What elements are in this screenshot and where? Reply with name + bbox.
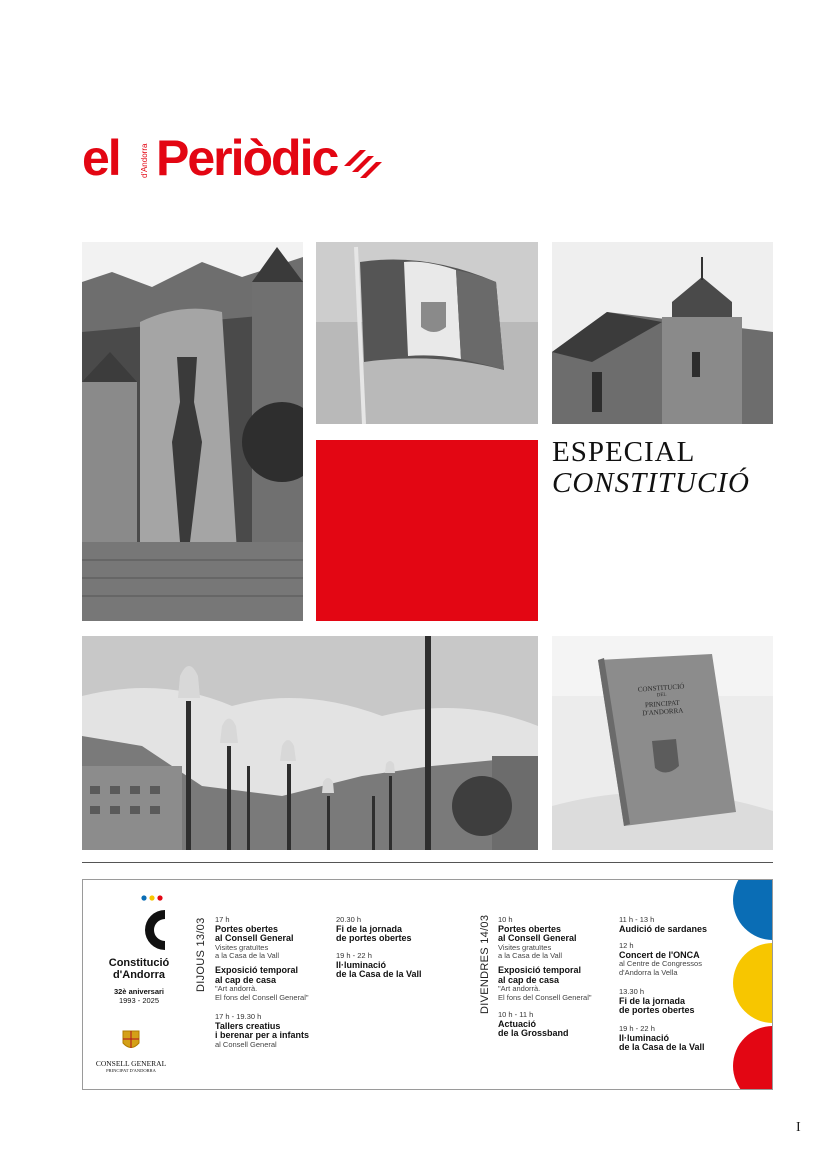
photo-flag: [316, 242, 538, 424]
event-card: [619, 942, 702, 977]
yellow-circle: [733, 943, 773, 1023]
book-cover-text: [621, 681, 703, 719]
event-time: 10 h - 11 h: [498, 1010, 534, 1019]
event-time: 17 h - 19.30 h: [215, 1012, 262, 1021]
event-time: 19 h - 22 h: [336, 951, 372, 960]
red-color-block: [316, 440, 538, 621]
special-title-line2: CONSTITUCIÓ: [552, 467, 750, 499]
council-name: CONSELL GENERAL: [95, 1059, 167, 1068]
event-title: al cap de casa: [498, 974, 560, 985]
event-desc: al Centre de Congressos: [619, 959, 702, 968]
event-title: de la Casa de la Vall: [619, 1042, 705, 1052]
special-title: [552, 437, 750, 499]
event-title: Fi de la jornada: [336, 923, 403, 934]
decorative-circles: [723, 880, 773, 1090]
event-time: 19 h - 22 h: [619, 1024, 655, 1033]
event-desc: a la Casa de la Vall: [215, 951, 280, 960]
day2-label: DIVENDRES 14/03: [479, 914, 491, 1014]
logo-title2: d'Andorra: [112, 969, 166, 981]
book-line2: DEL: [656, 692, 667, 699]
section-divider: [82, 862, 773, 863]
event-title: Il·luminació: [336, 959, 387, 970]
event-card: [336, 916, 412, 944]
event-title: Actuació: [498, 1018, 537, 1029]
special-title-line1: ESPECIAL: [552, 436, 696, 468]
event-card: [619, 988, 695, 1016]
event-desc: "Art andorrà.: [498, 984, 541, 993]
event-title: Concert de l'ONCA: [619, 949, 700, 960]
red-circle: [733, 1026, 773, 1090]
event-time: 10 h: [498, 915, 513, 924]
event-title: i berenar per a infants: [215, 1030, 310, 1040]
event-desc: Visites gratuïtes: [215, 942, 269, 952]
book-line3: PRINCIPAT: [644, 698, 680, 710]
event-desc: al Consell General: [215, 1039, 277, 1049]
photo-statues: [82, 636, 538, 850]
event-title: Portes obertes: [215, 923, 279, 934]
event-title: Il·luminació: [619, 1032, 670, 1043]
event-title: al Consell General: [498, 933, 577, 943]
constitution-logo-text: [99, 957, 179, 1005]
council-principality: PRINCIPAT D'ANDORRA: [106, 1068, 156, 1073]
blue-circle: [733, 880, 773, 940]
event-desc: El fons del Consell General": [215, 992, 309, 1002]
photo-constitution-book: [552, 636, 773, 850]
photo-monument: [82, 242, 303, 621]
event-time: 20.30 h: [336, 915, 362, 924]
book-line1: CONSTITUCIÓ: [637, 682, 685, 694]
event-time: 13.30 h: [619, 987, 645, 996]
event-title: de la Grossband: [498, 1028, 569, 1038]
event-title: Audició de sardanes: [619, 923, 708, 934]
event-title: Fi de la jornada: [619, 995, 686, 1006]
event-time: 12 h: [619, 941, 634, 950]
logo-title1: Constitució: [108, 957, 170, 969]
event-card: [498, 916, 577, 961]
event-title: de portes obertes: [619, 1005, 695, 1015]
logo-years: 1993 - 2025: [118, 996, 160, 1005]
event-desc: El fons del Consell General": [498, 992, 592, 1002]
event-card: [215, 916, 294, 961]
constitution-logo-icon: [137, 894, 171, 954]
event-card: [498, 1011, 569, 1039]
event-desc: "Art andorrà.: [215, 984, 258, 993]
event-card: [215, 1013, 309, 1049]
event-card: [619, 916, 707, 934]
event-title: Tallers creatius: [215, 1020, 281, 1031]
book-line4: D'ANDORRA: [642, 706, 684, 718]
program-box: [82, 879, 773, 1090]
event-title: Exposició temporal: [498, 965, 582, 975]
event-card: [336, 952, 422, 980]
logo-slashes-icon: [344, 142, 386, 180]
logo-name: Periòdic: [156, 130, 338, 186]
event-card: [498, 966, 592, 1002]
event-desc: d'Andorra la Vella: [619, 967, 678, 977]
event-title: Portes obertes: [498, 923, 562, 934]
event-title: de la Casa de la Vall: [336, 969, 422, 979]
page-number: I: [796, 1120, 801, 1135]
logo-el: el: [82, 130, 120, 186]
day1-label: DIJOUS 13/03: [195, 917, 207, 992]
coat-of-arms-icon: [122, 1030, 140, 1052]
council-logo-text: [89, 1060, 173, 1074]
event-title: al cap de casa: [215, 974, 277, 985]
event-time: 11 h - 13 h: [619, 915, 655, 924]
event-card: [215, 966, 309, 1002]
event-desc: Visites gratuïtes: [498, 942, 552, 952]
event-title: de portes obertes: [336, 933, 412, 943]
event-card: [619, 1025, 705, 1053]
event-title: al Consell General: [215, 933, 294, 943]
logo-anniversary: 32è aniversari: [113, 987, 165, 996]
event-time: 17 h: [215, 915, 230, 924]
logo-subtitle: d'Andorra: [140, 143, 149, 178]
event-title: Exposició temporal: [215, 965, 299, 975]
event-desc: a la Casa de la Vall: [498, 951, 563, 960]
photo-tower: [552, 242, 773, 424]
